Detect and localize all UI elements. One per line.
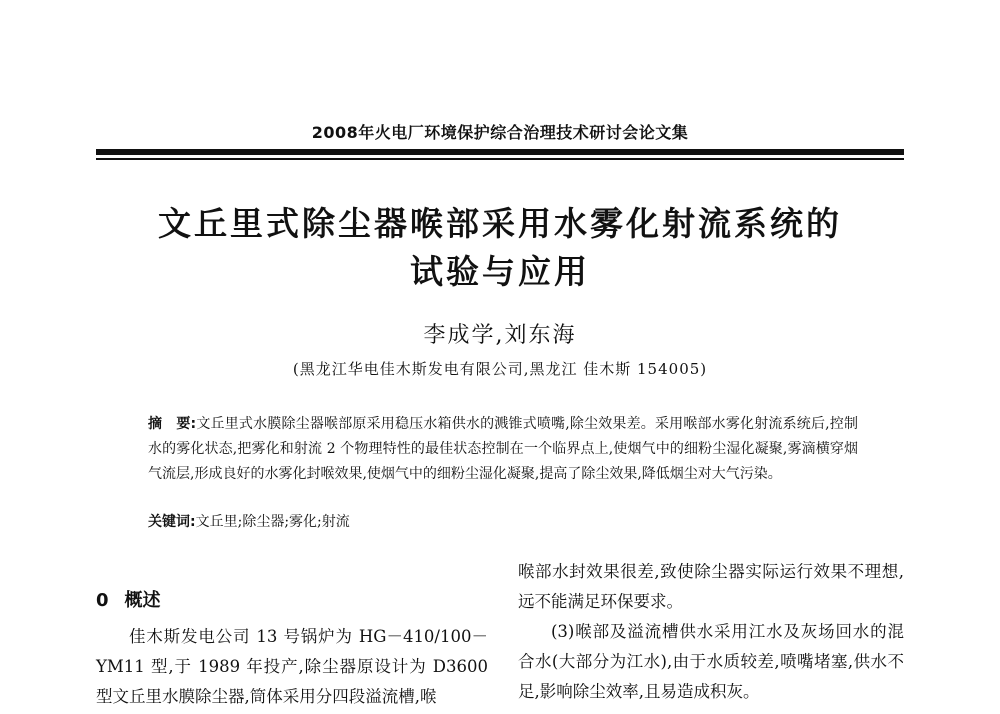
proceedings-title: 2008年火电厂环境保护综合治理技术研讨会论文集 [311,123,689,142]
abstract-label: 摘 要: [148,416,197,432]
keywords-label: 关键词: [148,514,196,530]
affiliation: (黑龙江华电佳木斯发电有限公司,黑龙江 佳木斯 154005) [292,360,708,378]
left-column [96,622,488,712]
section-title: 概述 [124,590,161,611]
section-number: 0 [96,590,109,611]
body-paragraph: 佳木斯发电公司 13 号锅炉为 HG－410/100－YM11 型,于 1989 年投产,除尘器原设计为 D3600 型文丘里水膜除尘器,筒体采用分四段溢流槽,喉 [96,627,488,706]
paper-title-line-2: 试验与应用 [410,252,590,291]
header-rule-thick [96,149,904,155]
body-paragraph: (3)喉部及溢流槽供水采用江水及灰场回水的混合水(大部分为江水),由于水质较差,喷嘴堵塞,供水不足,影响除尘效率,且易造成积灰。 [518,622,904,701]
abstract [148,412,858,487]
section-heading [96,586,161,612]
paper-title-line-1: 文丘里式除尘器喉部采用水雾化射流系统的 [158,204,842,243]
right-column [518,557,904,707]
abstract-text: 文丘里式水膜除尘器喉部原采用稳压水箱供水的溅锥式喷嘴,除尘效果差。采用喉部水雾化射流系统后,控制水的雾化状态,把雾化和射流 2 个物理特性的最佳状态控制在一个临界点上,使烟气中的细粉尘湿化凝聚,雾滴横穿烟气流层,形成良好的水雾化封喉效果,使烟气中的细粉尘湿化凝聚,提高了除尘效果,降低烟尘对大气污染。 [148,416,858,482]
body-paragraph-continued: 喉部水封效果很差,致使除尘器实际运行效果不理想,远不能满足环保要求。 [518,562,904,611]
keywords-text: 文丘里;除尘器;雾化;射流 [195,514,350,530]
header-rule-thin [96,158,904,160]
authors: 李成学,刘东海 [423,323,577,348]
keywords [148,510,858,535]
